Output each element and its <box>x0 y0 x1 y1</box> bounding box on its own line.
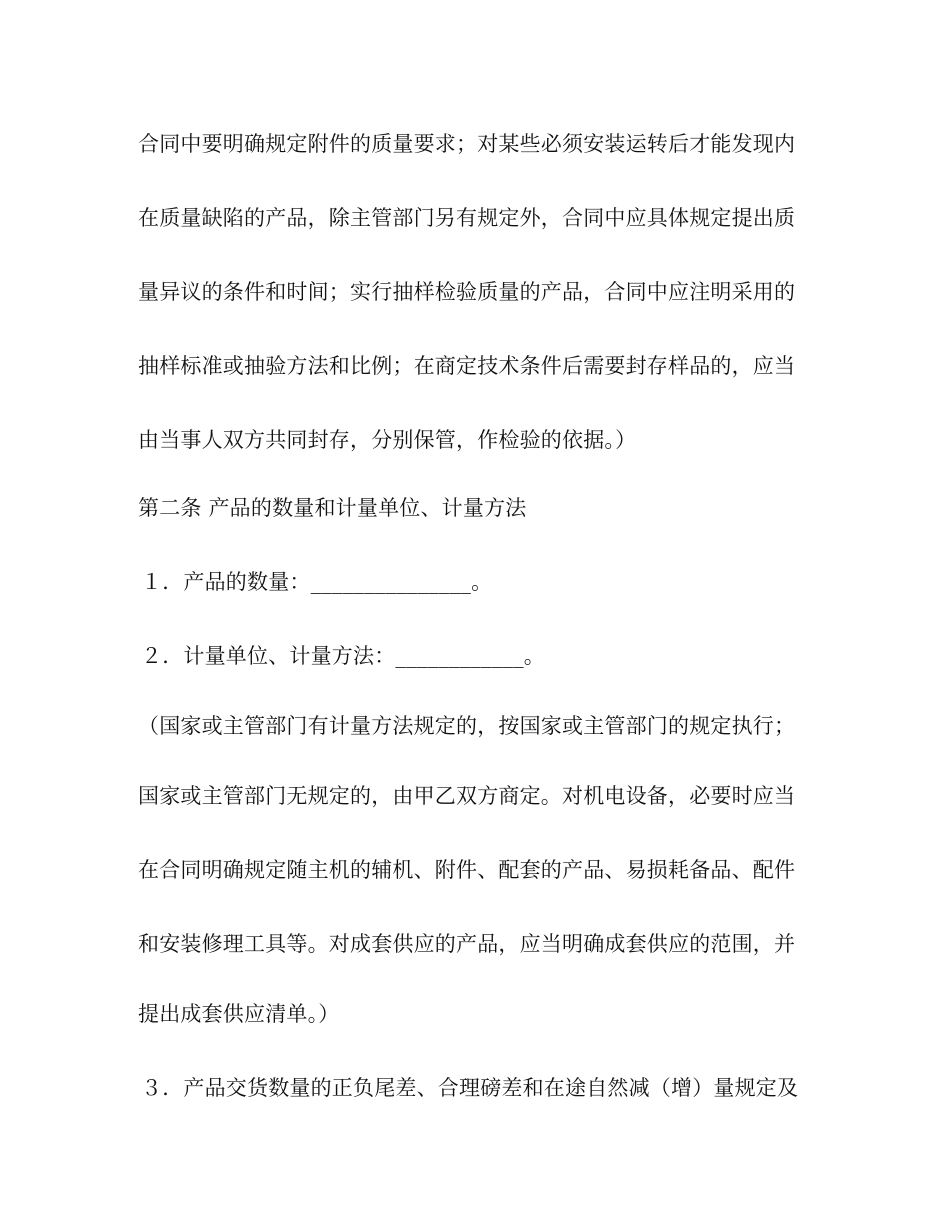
paragraph-line-2: 在质量缺陷的产品，除主管部门另有规定外，合同中应具体规定提出质 <box>138 206 796 230</box>
item-1-quantity: １．产品的数量：_______________。 <box>141 570 493 594</box>
note-line-3: 在合同明确规定随主机的辅机、附件、配套的产品、易损耗备品、配件 <box>138 858 796 882</box>
item-2-measurement: ２．计量单位、计量方法：____________。 <box>141 644 545 668</box>
note-line-2: 国家或主管部门无规定的，由甲乙双方商定。对机电设备，必要时应当 <box>138 784 796 808</box>
note-line-1: （国家或主管部门有计量方法规定的，按国家或主管部门的规定执行； <box>138 714 796 738</box>
paragraph-line-4: 抽样标准或抽验方法和比例；在商定技术条件后需要封存样品的，应当 <box>138 354 796 378</box>
paragraph-line-3: 量异议的条件和时间；实行抽样检验质量的产品，合同中应注明采用的 <box>138 280 796 304</box>
note-line-5: 提出成套供应清单。） <box>138 1002 340 1026</box>
note-line-4: 和安装修理工具等。对成套供应的产品，应当明确成套供应的范围，并 <box>138 932 796 956</box>
item-3-tolerance: ３．产品交货数量的正负尾差、合理磅差和在途自然减（增）量规定及 <box>141 1076 799 1100</box>
section-heading-article-2: 第二条 产品的数量和计量单位、计量方法 <box>138 496 527 520</box>
paragraph-line-1: 合同中要明确规定附件的质量要求；对某些必须安装运转后才能发现内 <box>138 132 796 156</box>
paragraph-line-5: 由当事人双方共同封存，分别保管，作检验的依据。） <box>138 428 637 452</box>
